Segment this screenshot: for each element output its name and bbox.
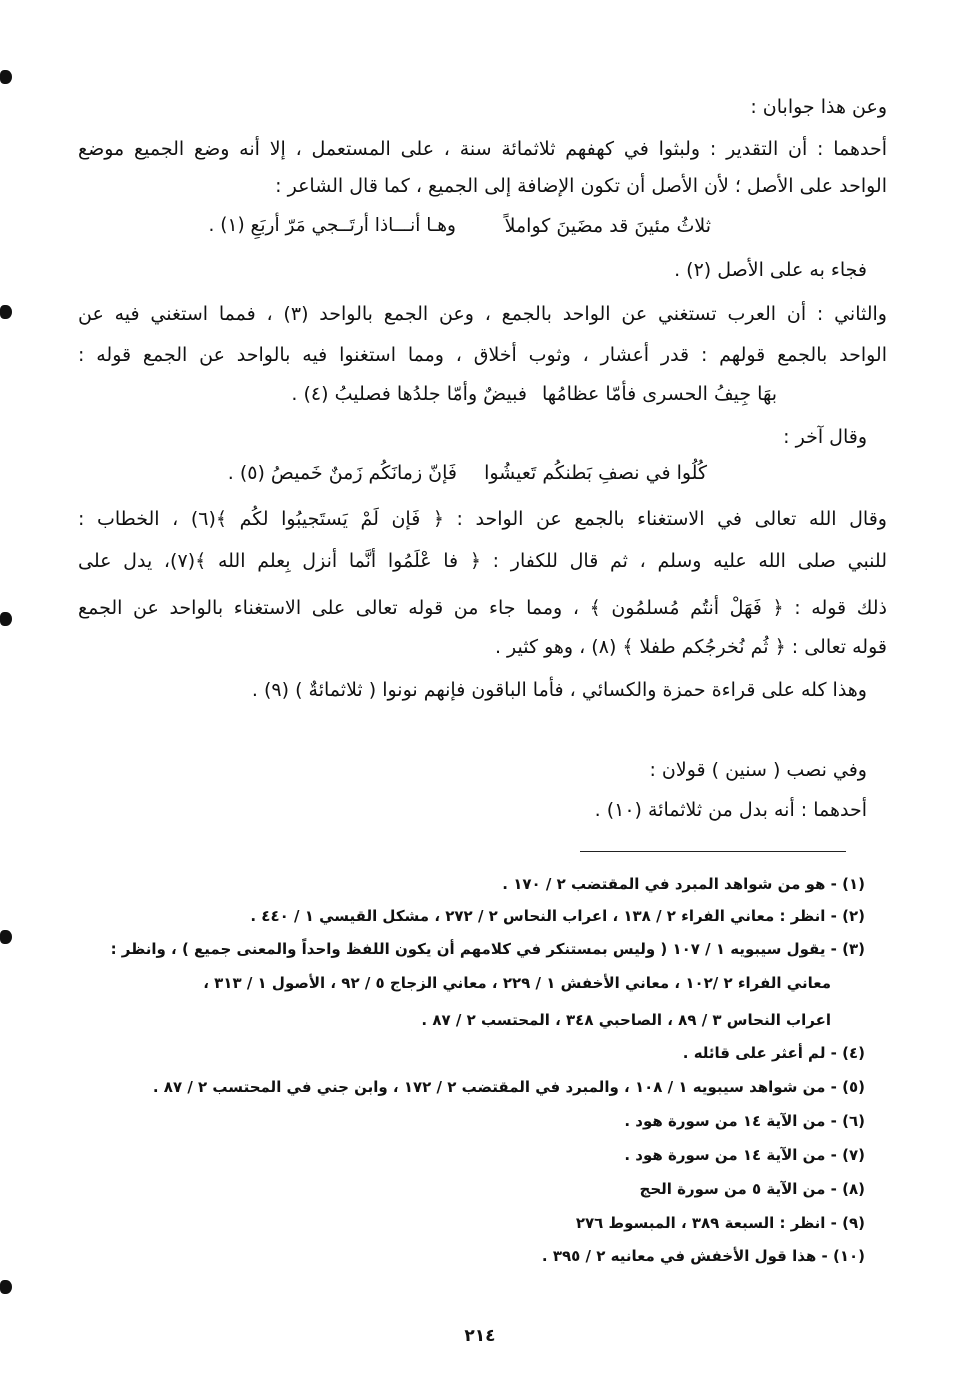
body-line-11: قوله تعالى : ﴿ ثُم نُخرجُكم طفلا ﴾ (٨) ، وهو كثير .	[494, 636, 887, 658]
footnote-7: (٧) - من الآية ١٤ من سورة هود .	[624, 1146, 865, 1164]
footnote-1: (١) - هو من شواهد المبرد في المقتضب ٢ / ١٧٠ .	[502, 875, 865, 893]
binding-hole-mark	[0, 305, 12, 319]
footnote-2: (٢) - انظر : معاني الفراء ٢ / ١٣٨ ، اعراب النحاس ٢ / ٢٧٢ ، مشكل القيسي ١ / ٤٤٠ .	[250, 907, 865, 925]
footnote-3-continued: اعراب النحاس ٣ / ٨٩ ، الصاحبي ٣٤٨ ، المحتسب ٢ / ٨٧ .	[421, 1011, 831, 1029]
footnote-3-continued: معاني الفراء ٢ /١٠٢ ، معاني الأخفش ١ / ٢٢٩ ، معاني الزجاج ٥ / ٩٢ ، الأصول ١ / ٣١٣ ،	[203, 974, 831, 992]
footnote-6: (٦) - من الآية ١٤ من سورة هود .	[624, 1112, 865, 1130]
binding-hole-mark	[0, 70, 12, 84]
binding-hole-mark	[0, 1280, 12, 1294]
verse-2-hemistich-2: فبيضٌ وأمّا جلدُها فصليبُ (٤) .	[291, 383, 527, 405]
page-number: ٢١٤	[464, 1326, 496, 1346]
body-line-8: وقال الله تعالى في الاستغناء بالجمع عن الواحد : ﴿ فَإن لَمْ يَستَجيبُوا لكُم ﴾(٦) ، الخطاب :	[78, 508, 887, 530]
binding-hole-mark	[0, 612, 12, 626]
body-line-3: الواحد على الأصل ؛ لأن الأصل أن تكون الإضافة إلى الجميع ، كما قال الشاعر :	[275, 175, 887, 197]
body-line-5: والثاني : أن العرب تستغني عن الواحد بالجمع ، وعن الجمع بالواحد (٣) ، فمما استغني فيه عن	[78, 303, 887, 325]
body-line-7: وقال آخر :	[783, 426, 867, 448]
verse-2-hemistich-1: بهَا جِيفُ الحسرى فأمّا عظامُها	[541, 383, 777, 405]
body-line-9: للنبي صلى الله عليه وسلم ، ثم قال للكفار : ﴿ فا عْلَمُوا أنَّما أنزل بِعلم الله ﴾(٧)، يدل على	[78, 550, 887, 572]
verse-1-hemistich-2: وهـا أنـــاذا أرتَــجي مَرّ أربَعِ (١) .	[208, 215, 456, 236]
body-line-12: وهذا كله على قراءة حمزة والكسائي ، فأما الباقون فإنهم نونوا ( ثلاثمائةٌ ) (٩) .	[251, 679, 867, 701]
footnote-9: (٩) - انظر : السبعة ٣٨٩ ، المبسوط ٢٧٦	[575, 1214, 865, 1232]
body-line-4: فجاء به على الأصل (٢) .	[674, 259, 867, 281]
footnote-8: (٨) - من الآية ٥ من سورة الحج	[639, 1180, 865, 1198]
footnote-separator	[580, 851, 846, 852]
footnote-5: (٥) - من شواهد سيبويه ١ / ١٠٨ ، والمبرد في المقتضب ٢ / ١٧٢ ، وابن جني في المحتسب ٢ / ٨٧ .	[152, 1078, 865, 1096]
footnote-3: (٣) - يقول سيبويه ١ / ١٠٧ ( وليس بمستنكر في كلامهم أن يكون اللفظ واحداً والمعنى جميع ) ، وانظر :	[110, 940, 865, 958]
footnote-10: (١٠) - هذا قول الأخفش في معانيه ٢ / ٣٩٥ .	[541, 1247, 865, 1265]
body-line-13: وفي نصب ( سنين ) قولان :	[649, 759, 867, 781]
verse-3-hemistich-1: كُلُوا في نصفِ بَطنكُم تَعيشُوا	[484, 462, 707, 484]
body-line-1: وعن هذا جوابان :	[750, 96, 887, 118]
footnote-4: (٤) - لم أعثر على قائله .	[682, 1044, 865, 1062]
body-line-6: الواحد بالجمع قولهم : قدر أعشار ، وثوب أخلاق ، ومما استغنوا فيه بالواحد عن الجمع قوله :	[78, 344, 887, 366]
body-line-10: ذلك قوله : ﴿ فَهَلْ أنتُم مُسلمُون ﴾ ، ومما جاء من قوله تعالى على الاستغناء بالواحد عن الجمع	[78, 597, 887, 619]
body-line-2: أحدهما : أن التقدير : ولبثوا في كهفهم ثلاثمائة سنة ، على المستعمل ، إلا أنه وضع الجميع موضع	[78, 138, 887, 160]
verse-1-hemistich-1: ثلاثُ مئينَ قد مضَينَ كواملاً	[504, 215, 711, 237]
binding-hole-mark	[0, 930, 12, 944]
verse-3-hemistich-2: فَإنّ زمانَكُم زَمنٌ خَميصُ (٥) .	[227, 462, 457, 484]
body-line-14: أحدهما : أنه بدل من ثلاثمائة (١٠) .	[594, 799, 867, 821]
